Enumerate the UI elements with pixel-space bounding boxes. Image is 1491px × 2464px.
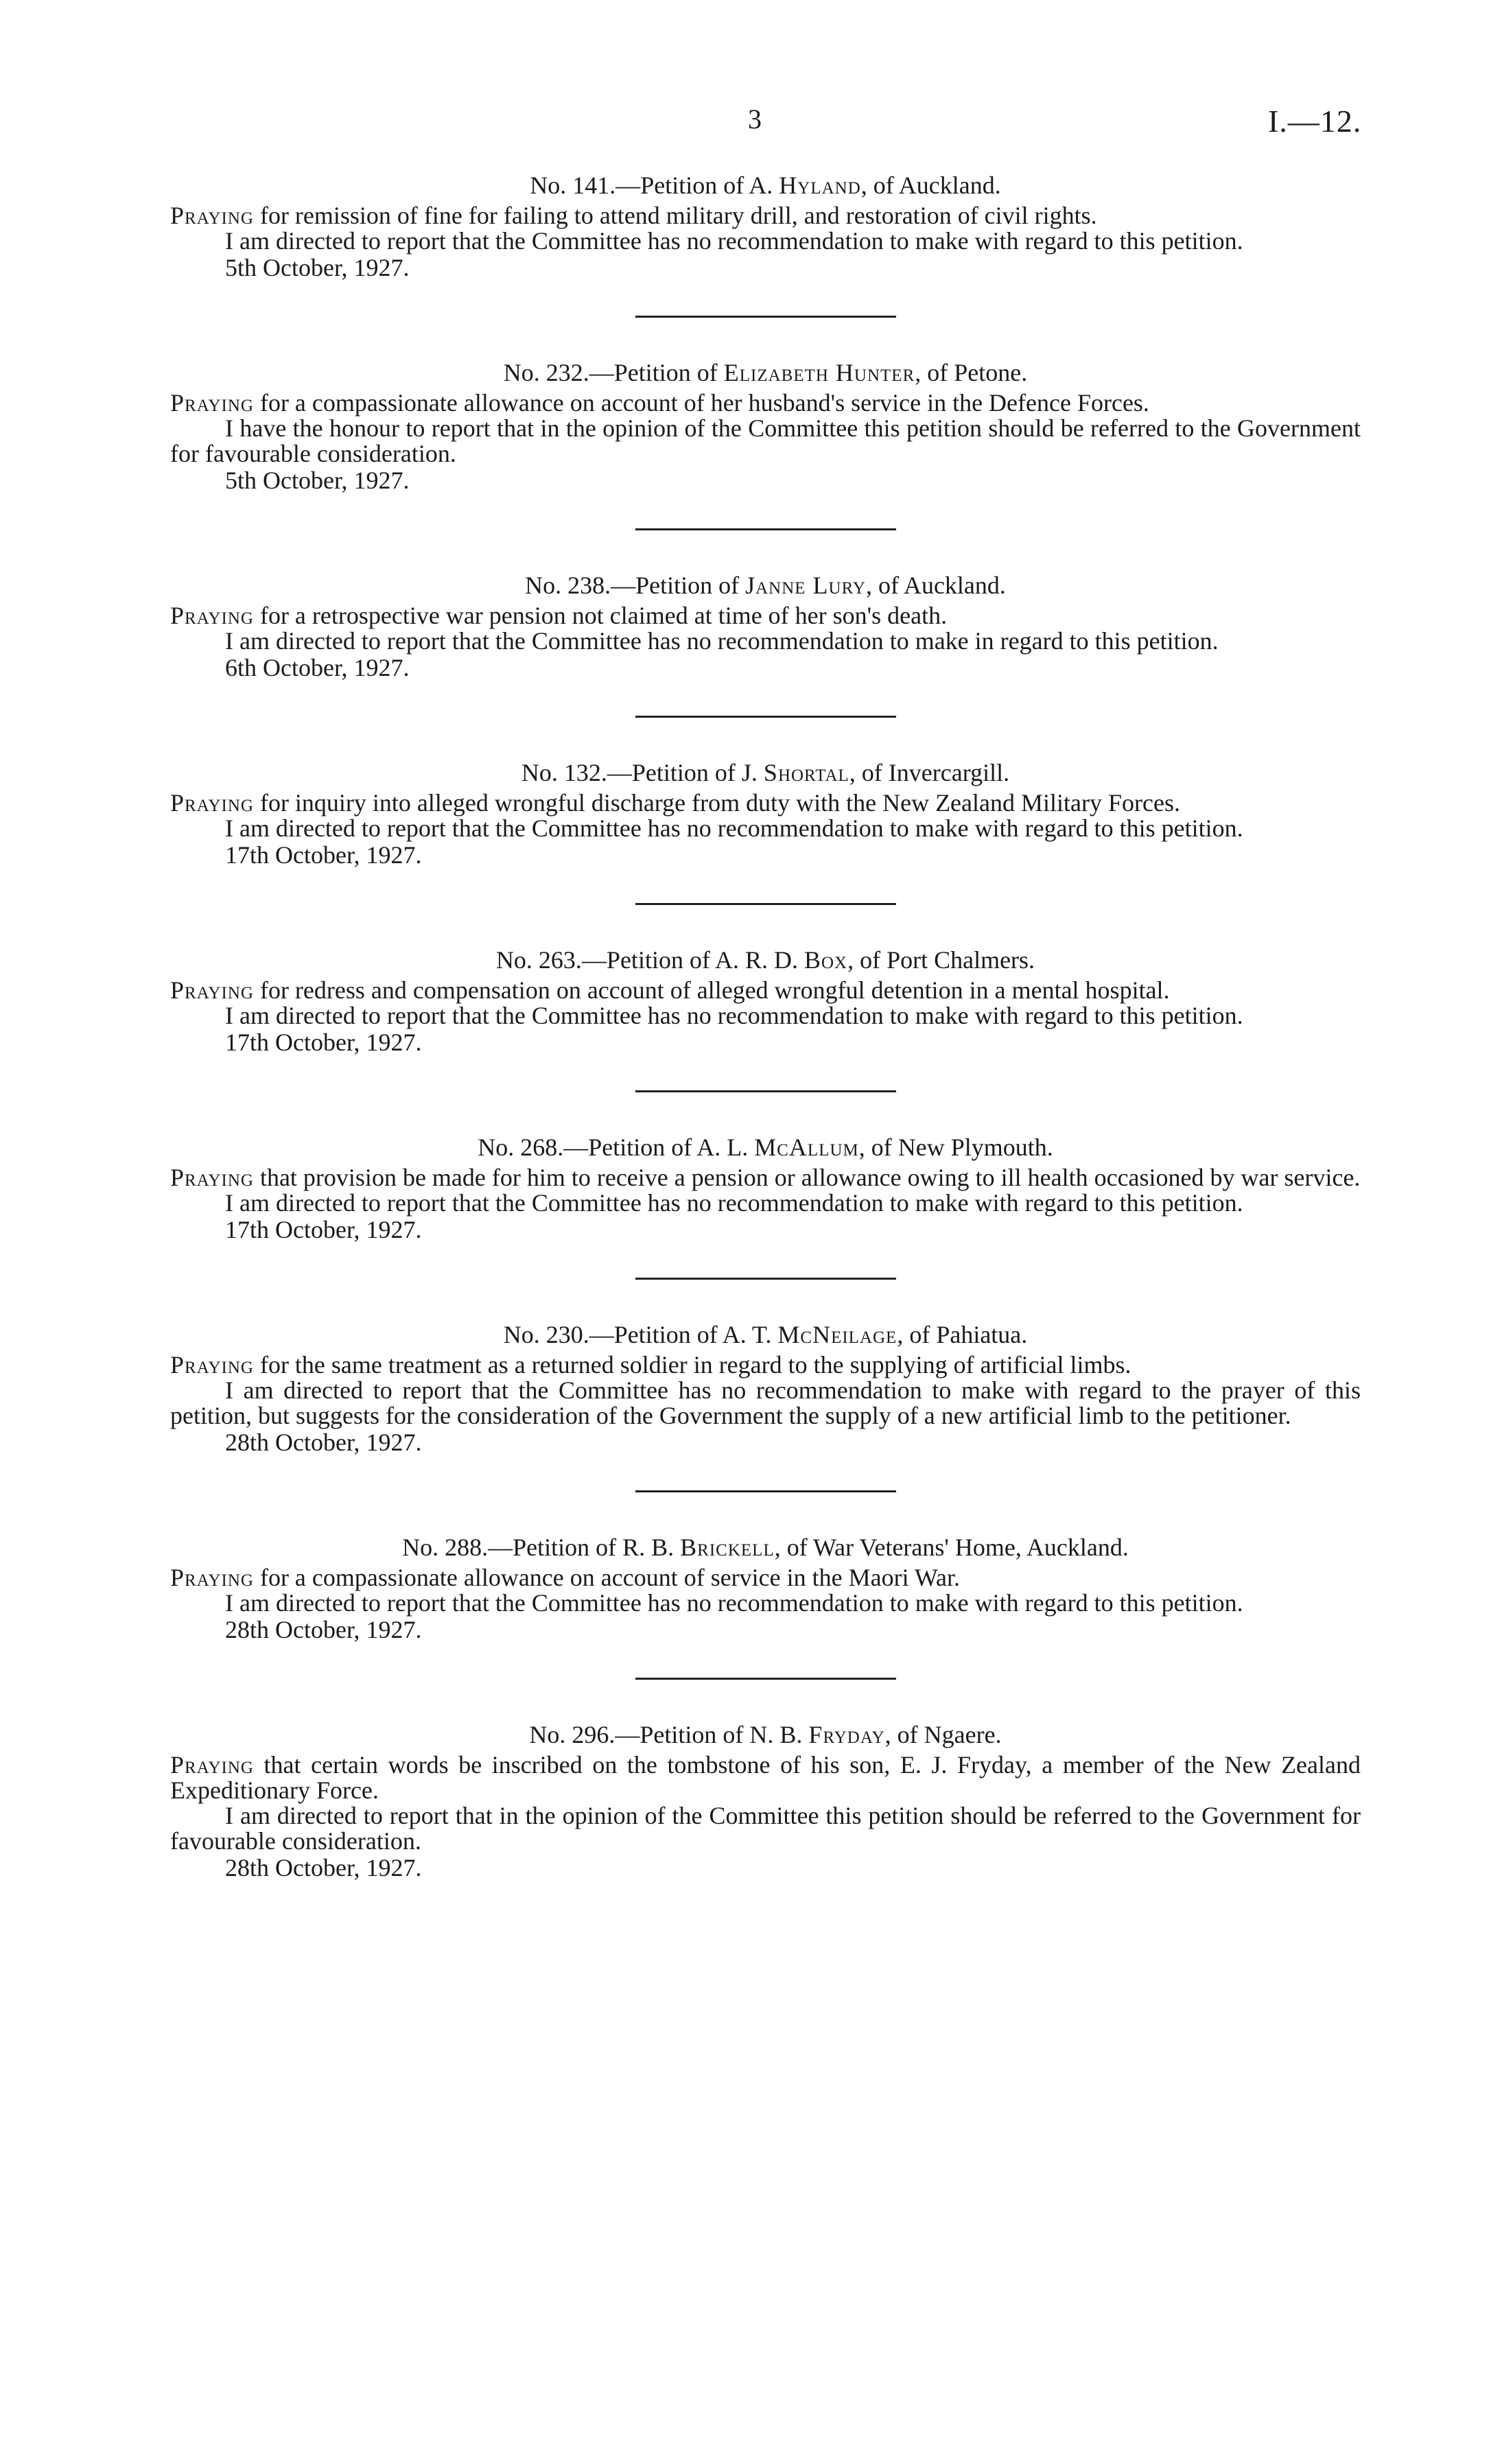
petition-entry <box>170 945 1361 1056</box>
report-date: 28th October, 1927. <box>225 1854 422 1881</box>
petitioner-name: Fryday <box>808 1721 885 1748</box>
petitioner-name: Hyland <box>779 172 861 199</box>
committee-report: I have the honour to report that in the opinion of the Committee this petition should be referred to the Government for favourable consideration. <box>170 414 1361 467</box>
prayer-text: for a compassionate allowance on account of service in the Maori War. <box>253 1564 961 1591</box>
petition-prayer <box>170 1752 1361 1803</box>
praying-word: Praying <box>170 1351 254 1378</box>
praying-word: Praying <box>170 1164 254 1191</box>
report-date: 17th October, 1927. <box>225 1029 422 1056</box>
petition-number-prefix: No. 238.—Petition of <box>525 572 746 599</box>
petition-entry <box>170 758 1361 869</box>
petitioner-location: , of Port Chalmers. <box>847 946 1035 974</box>
section-divider <box>635 1090 896 1092</box>
praying-word: Praying <box>170 976 254 1004</box>
petition-number-prefix: No. 232.—Petition of <box>503 359 724 386</box>
petitioner-location: , of Petone. <box>915 359 1028 386</box>
petition-list <box>170 170 1361 1881</box>
petitioner-name: Box <box>803 946 848 974</box>
prayer-text: for redress and compensation on account of alleged wrongful detention in a mental hospital. <box>253 976 1170 1004</box>
prayer-text: for remission of fine for failing to attend military drill, and restoration of civil rights. <box>253 202 1097 229</box>
petitioner-location: , of War Veterans' Home, Auckland. <box>774 1534 1129 1561</box>
petitioner-name: McAllum <box>754 1134 859 1161</box>
petitioner-name: Shortal <box>763 759 849 786</box>
petition-entry <box>170 570 1361 681</box>
petition-entry <box>170 170 1361 281</box>
prayer-text: for a compassionate allowance on account of her husband's service in the Defence Forces. <box>253 389 1149 416</box>
petition-entry <box>170 1319 1361 1456</box>
petition-prayer <box>170 1165 1361 1190</box>
section-divider <box>635 716 896 718</box>
petition-heading <box>170 570 1361 600</box>
petition-number-prefix: No. 141.—Petition of A. <box>530 172 779 199</box>
section-divider <box>635 1278 896 1280</box>
petition-number-prefix: No. 268.—Petition of A. L. <box>478 1134 755 1161</box>
prayer-text: for the same treatment as a returned soldier in regard to the supplying of artificial limbs. <box>253 1351 1131 1378</box>
praying-word: Praying <box>170 789 254 817</box>
petition-heading <box>170 170 1361 200</box>
section-divider <box>635 316 896 318</box>
report-date: 28th October, 1927. <box>225 1429 422 1456</box>
petition-entry <box>170 357 1361 494</box>
praying-word: Praying <box>170 602 254 629</box>
prayer-text: that provision be made for him to receive a pension or allowance owing to ill health occasioned by war service. <box>253 1164 1361 1191</box>
prayer-text: for inquiry into alleged wrongful discharge from duty with the New Zealand Military Forces. <box>253 789 1180 817</box>
petition-prayer <box>170 1565 1361 1591</box>
petition-entry <box>170 1132 1361 1243</box>
petitioner-name: McNeilage <box>777 1321 897 1348</box>
prayer-text: for a retrospective war pension not claimed at time of her son's death. <box>253 602 948 629</box>
petition-prayer <box>170 978 1361 1003</box>
petition-prayer <box>170 390 1361 416</box>
petition-heading <box>170 357 1361 388</box>
committee-report: I am directed to report that the Committee has no recommendation to make with regard to the prayer of this petition, but suggests for the consideration of the Government the supply of a new artificial limb to the petitioner. <box>170 1376 1361 1429</box>
petition-heading <box>170 945 1361 975</box>
section-divider <box>635 903 896 905</box>
report-date: 5th October, 1927. <box>225 467 410 494</box>
petitioner-name: Janne Lury <box>745 572 866 599</box>
prayer-text: that certain words be inscribed on the tombstone of his son, E. J. Fryday, a member of the New Zealand Expeditionary Force. <box>170 1751 1361 1804</box>
report-date: 28th October, 1927. <box>225 1616 422 1643</box>
petition-heading <box>170 758 1361 788</box>
petitioner-location: , of Auckland. <box>865 572 1006 599</box>
section-divider <box>635 1490 896 1492</box>
petition-number-prefix: No. 288.—Petition of R. B. <box>402 1534 681 1561</box>
petitioner-location: , of New Plymouth. <box>858 1134 1053 1161</box>
petition-heading <box>170 1132 1361 1162</box>
committee-report: I am directed to report that the Committee has no recommendation to make with regard to this petition. <box>225 1589 1243 1617</box>
petition-entry <box>170 1532 1361 1643</box>
petition-number-prefix: No. 263.—Petition of A. R. D. <box>495 946 804 974</box>
petitioner-name: Elizabeth Hunter <box>723 359 915 386</box>
petitioner-location: , of Auckland. <box>860 172 1001 199</box>
committee-report: I am directed to report that the Committee has no recommendation to make with regard to this petition. <box>225 1189 1243 1217</box>
petitioner-location: , of Invercargill. <box>849 759 1010 786</box>
section-divider <box>635 1678 896 1680</box>
petition-prayer <box>170 1352 1361 1378</box>
praying-word: Praying <box>170 1751 254 1779</box>
petition-prayer <box>170 790 1361 816</box>
petitioner-location: , of Pahiatua. <box>897 1321 1028 1348</box>
committee-report: I am directed to report that the Committee has no recommendation to make with regard to this petition. <box>225 1002 1243 1029</box>
petition-heading <box>170 1532 1361 1562</box>
report-date: 6th October, 1927. <box>225 654 410 681</box>
praying-word: Praying <box>170 202 254 229</box>
petition-entry <box>170 1720 1361 1881</box>
praying-word: Praying <box>170 389 254 416</box>
report-date: 17th October, 1927. <box>225 1216 422 1243</box>
petition-number-prefix: No. 132.—Petition of J. <box>521 759 764 786</box>
petition-heading <box>170 1720 1361 1750</box>
petition-number-prefix: No. 296.—Petition of N. B. <box>529 1721 809 1748</box>
petition-heading <box>170 1319 1361 1350</box>
petition-prayer <box>170 603 1361 629</box>
petition-prayer <box>170 203 1361 228</box>
report-date: 5th October, 1927. <box>225 254 410 281</box>
petitioner-location: , of Ngaere. <box>884 1721 1002 1748</box>
committee-report: I am directed to report that the Committee has no recommendation to make with regard to this petition. <box>225 227 1243 255</box>
committee-report: I am directed to report that the Committee has no recommendation to make in regard to this petition. <box>225 627 1219 655</box>
document-code: I.—12. <box>1268 104 1362 139</box>
page-number: 3 <box>748 104 762 134</box>
committee-report: I am directed to report that the Committee has no recommendation to make with regard to this petition. <box>225 814 1243 842</box>
section-divider <box>635 528 896 530</box>
praying-word: Praying <box>170 1564 254 1591</box>
committee-report: I am directed to report that in the opinion of the Committee this petition should be referred to the Government for favourable consideration. <box>170 1802 1361 1855</box>
report-date: 17th October, 1927. <box>225 841 422 869</box>
petition-number-prefix: No. 230.—Petition of A. T. <box>503 1321 778 1348</box>
petitioner-name: Brickell <box>680 1534 775 1561</box>
